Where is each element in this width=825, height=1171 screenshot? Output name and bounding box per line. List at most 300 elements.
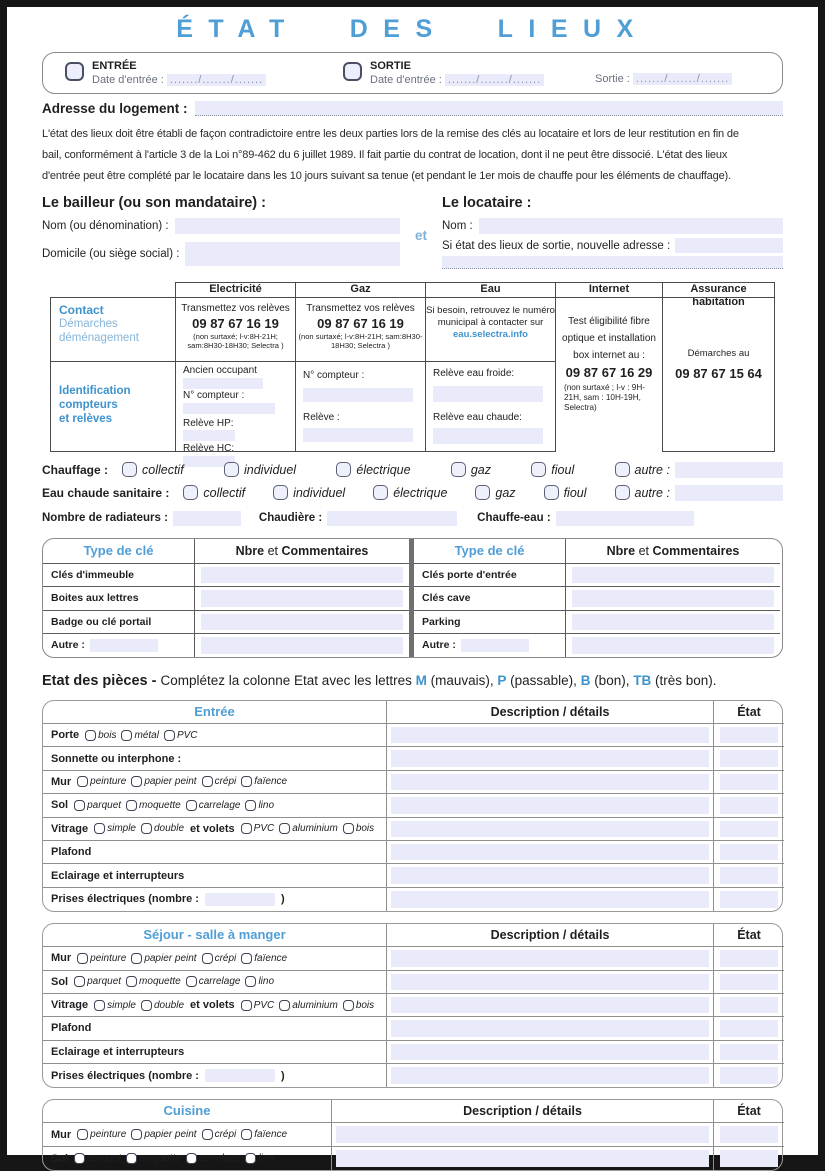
- checkbox-peinture[interactable]: [77, 953, 88, 964]
- contact-table: Electricité Gaz Eau Internet Assurance habitation Contact Démarches déménagement Transmettez vos relèves 09 87 67 16 19 (non surtaxé; l-v:8H-21H; sam:8H30-18H30; Selectra ) Transmettez vos relèves 09 87 67 16 19 (non surtaxé; l-v:8H-21H; sam:8H30-18H30; Selectra ) Si besoin, retrouvez le numéro municipal à contacter sur eau.selectra.info Test éligibilité fibre optique et installation box internet au : 09 87 67 16 29 (non surtaxé ; l-v : 9H-21H, sam : 10H-19H, Selectra) Démarches au 09 87 67 15 64 Identification compteurs et relèves Ancien occupant N° compteur : Relève HP: Relève HC: N° compteur : Relève : Relève eau froide: Relève eau chaude:: [50, 282, 775, 452]
- releve-hp-label: Relève HP:: [183, 417, 234, 429]
- checkbox-label: peinture: [90, 776, 127, 788]
- checkbox-bois[interactable]: [343, 823, 354, 834]
- checkbox-label: PVC: [253, 823, 275, 835]
- checkbox-parquet[interactable]: [74, 1153, 85, 1164]
- checkbox-simple[interactable]: [94, 823, 105, 834]
- ecs-autre-field[interactable]: [675, 485, 783, 501]
- row-label: Sol: [51, 799, 69, 812]
- checkbox-option: [186, 976, 241, 987]
- chauffe-eau-field[interactable]: [556, 511, 694, 526]
- checkbox-PVC[interactable]: [241, 823, 252, 834]
- row-label: Eclairage et interrupteurs: [51, 869, 185, 882]
- entree-date-label: Date d'entrée :: [92, 74, 164, 86]
- gaz-phone: 09 87 67 16 19: [317, 316, 404, 331]
- key-comment-field[interactable]: [572, 637, 774, 654]
- internet-hours: (non surtaxé ; l-v : 9H-21H, sam : 10H-19H, Selectra): [564, 383, 645, 412]
- checkbox-électrique[interactable]: [373, 485, 388, 500]
- row-label: Sol: [51, 975, 69, 988]
- chaudiere-label: Chaudière :: [258, 512, 323, 524]
- key-comment-field[interactable]: [572, 614, 774, 630]
- row-label: et volets: [190, 822, 235, 835]
- key-row-label: Autre :: [51, 639, 85, 652]
- checkbox-option: [343, 823, 374, 834]
- sortie-date-field[interactable]: ......./......./.......: [445, 74, 544, 86]
- keys-type-header: Type de clé: [414, 539, 566, 564]
- checkbox-moquette[interactable]: [126, 1153, 137, 1164]
- checkbox-label: crépi: [214, 776, 237, 788]
- checkbox-gaz[interactable]: [451, 462, 466, 477]
- checkbox-PVC[interactable]: [164, 730, 175, 741]
- checkbox-label: métal: [134, 729, 159, 741]
- etat-field[interactable]: [720, 774, 778, 790]
- entree-checkbox[interactable]: [65, 62, 84, 81]
- internet-info: Test éligibilité fibre optique et installation box internet au :: [562, 316, 656, 361]
- checkbox-label: lino: [258, 976, 275, 988]
- checkbox-crépi[interactable]: [202, 1129, 213, 1140]
- checkbox-autre[interactable]: [615, 485, 630, 500]
- checkbox-option: [131, 1129, 196, 1140]
- checkbox-label: faïence: [254, 952, 288, 964]
- checkbox-label: faïence: [254, 776, 288, 788]
- bailleur-domicile-field[interactable]: [185, 242, 400, 266]
- inline-number-field[interactable]: [205, 1069, 275, 1082]
- checkbox-label: papier peint: [144, 1129, 197, 1141]
- checkbox-label: double: [154, 823, 185, 835]
- releve-hc-label: Relève HC:: [183, 442, 235, 454]
- checkbox-double[interactable]: [141, 823, 152, 834]
- checkbox-label: papier peint: [144, 776, 197, 788]
- checkbox-fioul[interactable]: [544, 485, 559, 500]
- checkbox-papier peint[interactable]: [131, 776, 142, 787]
- checkbox-crépi[interactable]: [202, 776, 213, 787]
- table-row: [43, 818, 782, 841]
- chauffage-label: Chauffage :: [42, 462, 108, 477]
- checkbox-label: électrique: [393, 485, 448, 500]
- table-row: [43, 1041, 782, 1064]
- etat-field[interactable]: [720, 797, 778, 813]
- sortie-label: SORTIE: [370, 60, 411, 72]
- table-row: [43, 888, 782, 911]
- checkbox-label: gaz: [495, 485, 516, 500]
- checkbox-label: peinture: [90, 952, 127, 964]
- gaz-releve-label: Relève :: [303, 411, 340, 423]
- releve-hp-field[interactable]: [183, 430, 235, 441]
- table-row: [43, 724, 782, 747]
- sortie-checkbox[interactable]: [343, 62, 362, 81]
- gaz-transmit: Transmettez vos relèves: [306, 303, 415, 314]
- key-comment-field[interactable]: [572, 567, 774, 583]
- key-comment-field[interactable]: [201, 567, 403, 583]
- checkbox-faïence[interactable]: [241, 953, 252, 964]
- row-label: Sol: [51, 1152, 69, 1165]
- checkbox-label: lino: [258, 799, 275, 811]
- checkbox-collectif[interactable]: [122, 462, 137, 477]
- checkbox-label: simple: [107, 823, 136, 835]
- checkbox-option: [77, 953, 126, 964]
- checkbox-bois[interactable]: [85, 730, 96, 741]
- checkbox-option: [141, 823, 184, 834]
- eau-chaude-field[interactable]: [433, 428, 543, 444]
- gaz-compteur-label: N° compteur :: [303, 370, 365, 381]
- row-label: Sonnette ou interphone :: [51, 752, 182, 765]
- checkbox-lino[interactable]: [245, 976, 256, 987]
- checkbox-option: [121, 730, 158, 741]
- table-row: [43, 947, 782, 970]
- equipment-row: [42, 509, 783, 527]
- row-label: et volets: [190, 999, 235, 1012]
- bailleur-title: Le bailleur (ou son mandataire) :: [42, 195, 266, 211]
- checkbox-option: [186, 1153, 241, 1164]
- key-autre-field[interactable]: [90, 639, 158, 652]
- table-row: [43, 971, 782, 994]
- nouvelle-adresse-field[interactable]: [675, 238, 783, 253]
- table-row: [43, 1147, 782, 1170]
- elec-phone: 09 87 67 16 19: [192, 316, 279, 331]
- chaudiere-field[interactable]: [327, 511, 457, 526]
- checkbox-électrique[interactable]: [336, 462, 351, 477]
- row-label: Mur: [51, 1128, 72, 1141]
- checkbox-label: parquet: [87, 799, 122, 811]
- autre-label: autre :: [634, 485, 670, 500]
- checkbox-option: [164, 730, 198, 741]
- key-autre-field[interactable]: [461, 639, 529, 652]
- checkbox-option: [279, 1000, 338, 1011]
- etat-field[interactable]: [720, 821, 778, 837]
- description-header: Description / détails: [386, 924, 713, 947]
- checkbox-label: moquette: [139, 799, 181, 811]
- chauffage-row: [42, 458, 783, 481]
- etat-header: État: [713, 1100, 784, 1123]
- radiateurs-field[interactable]: [173, 511, 241, 526]
- etat-field[interactable]: [720, 974, 778, 990]
- etat-field[interactable]: [720, 1044, 778, 1060]
- col-header-electricite: Electricité: [175, 282, 295, 297]
- row-label: Porte: [51, 729, 80, 742]
- checkbox-option: [74, 800, 121, 811]
- room-table-title: Séjour - salle à manger: [43, 924, 386, 947]
- checkbox-option: [131, 776, 196, 787]
- checkbox-autre[interactable]: [615, 462, 630, 477]
- eau-froide-label: Relève eau froide:: [433, 368, 515, 379]
- description-field[interactable]: [391, 867, 709, 883]
- etat-field[interactable]: [720, 891, 778, 908]
- checkbox-label: peinture: [90, 1129, 127, 1141]
- checkbox-peinture[interactable]: [77, 1129, 88, 1140]
- checkbox-label: moquette: [139, 976, 181, 988]
- key-comment-field[interactable]: [201, 590, 403, 606]
- checkbox-option: [126, 1153, 181, 1164]
- elec-compteur-field[interactable]: [183, 403, 275, 414]
- conjunction-et: et: [414, 228, 427, 243]
- entree-date-field[interactable]: ......./......./.......: [167, 74, 266, 86]
- keys-nbre-header: Nbre et Commentaires: [195, 539, 409, 564]
- checkbox-option: [77, 776, 126, 787]
- etat-field[interactable]: [720, 1150, 778, 1167]
- sortie-field-label: Sortie :: [595, 73, 630, 85]
- description-field[interactable]: [391, 774, 709, 790]
- checkbox-option: [245, 1153, 274, 1164]
- checkbox-gaz[interactable]: [475, 485, 490, 500]
- eau-chaude-row: [42, 481, 783, 504]
- sortie-field[interactable]: ......./......./.......: [633, 73, 732, 85]
- room-table-entree: [42, 700, 783, 912]
- checkbox-label: fioul: [551, 462, 575, 477]
- checkbox-option: [273, 485, 345, 500]
- checkbox-fioul[interactable]: [531, 462, 546, 477]
- key-row-label: Clés porte d'entrée: [414, 564, 566, 587]
- checkbox-label: individuel: [293, 485, 346, 500]
- checkbox-faïence[interactable]: [241, 776, 252, 787]
- row-label: Plafond: [51, 1022, 92, 1035]
- checkbox-label: faïence: [254, 1129, 288, 1141]
- gaz-compteur-field[interactable]: [303, 388, 413, 402]
- checkbox-option: [94, 823, 136, 834]
- checkbox-papier peint[interactable]: [131, 1129, 142, 1140]
- key-row-label: Clés cave: [414, 587, 566, 610]
- checkbox-option: [94, 1000, 136, 1011]
- table-row: [43, 1123, 782, 1146]
- demarches-label: Démarches déménagement: [59, 318, 139, 344]
- room-table-cuisine: [42, 1099, 783, 1171]
- row-label: Prises électriques (nombre :: [51, 893, 199, 906]
- checkbox-option: [122, 462, 184, 477]
- checkbox-moquette[interactable]: [126, 976, 137, 987]
- assurance-phone: 09 87 67 15 64: [675, 366, 762, 381]
- contact-row-label: Contact: [59, 303, 104, 317]
- description-field[interactable]: [391, 1044, 709, 1060]
- checkbox-option: [475, 485, 515, 500]
- checkbox-label: électrique: [356, 462, 411, 477]
- keys-table: [42, 538, 783, 658]
- checkbox-peinture[interactable]: [77, 776, 88, 787]
- checkbox-option: [241, 776, 287, 787]
- room-table-title: Entrée: [43, 701, 386, 724]
- keys-nbre-header: Nbre et Commentaires: [566, 539, 780, 564]
- identification-label: Identification: [59, 385, 131, 397]
- checkbox-faïence[interactable]: [241, 1129, 252, 1140]
- ancien-occupant-field[interactable]: [183, 378, 263, 389]
- table-row: [43, 864, 782, 887]
- room-table-title: Cuisine: [43, 1100, 331, 1123]
- description-header: Description / détails: [331, 1100, 713, 1123]
- checkbox-option: [241, 953, 287, 964]
- checkbox-label: bois: [98, 729, 117, 741]
- checkbox-lino[interactable]: [245, 800, 256, 811]
- checkbox-label: simple: [107, 999, 136, 1011]
- checkbox-option: [186, 800, 241, 811]
- checkbox-label: PVC: [253, 999, 275, 1011]
- gaz-releve-field[interactable]: [303, 428, 413, 442]
- address-label: Adresse du logement :: [42, 101, 188, 116]
- etat-field[interactable]: [720, 997, 778, 1013]
- eau-link[interactable]: eau.selectra.info: [453, 329, 528, 340]
- checkbox-aluminium[interactable]: [279, 1000, 290, 1011]
- address-field[interactable]: [195, 101, 783, 116]
- ancien-occupant-label: Ancien occupant: [183, 365, 257, 376]
- checkbox-collectif[interactable]: [183, 485, 198, 500]
- checkbox-option: [126, 800, 181, 811]
- inline-number-field[interactable]: [205, 893, 275, 906]
- description-field[interactable]: [391, 821, 709, 837]
- checkbox-métal[interactable]: [121, 730, 132, 741]
- eau-froide-field[interactable]: [433, 386, 543, 402]
- checkbox-option: [202, 1129, 237, 1140]
- checkbox-papier peint[interactable]: [131, 953, 142, 964]
- etat-field[interactable]: [720, 844, 778, 860]
- key-comment-field[interactable]: [201, 614, 403, 630]
- table-row: [43, 794, 782, 817]
- key-comment-field[interactable]: [572, 590, 774, 606]
- locataire-nom-field[interactable]: [479, 218, 783, 234]
- col-header-gaz: Gaz: [295, 282, 425, 297]
- description-field[interactable]: [336, 1150, 709, 1167]
- row-label-suffix: ): [280, 893, 285, 906]
- checkbox-label: collectif: [142, 462, 184, 477]
- row-label: Prises électriques (nombre :: [51, 1069, 199, 1082]
- locataire-title: Le locataire :: [442, 195, 532, 211]
- table-row: [43, 1064, 782, 1087]
- ecs-autre-option: [615, 485, 783, 501]
- checkbox-option: [183, 485, 245, 500]
- key-row-label: Parking: [414, 611, 566, 634]
- checkbox-option: [202, 953, 237, 964]
- elec-transmit: Transmettez vos relèves: [181, 303, 290, 314]
- eau-chaude-label: Relève eau chaude:: [433, 411, 522, 423]
- entree-label: ENTRÉE: [92, 60, 137, 72]
- checkbox-option: [531, 462, 574, 477]
- checkbox-PVC[interactable]: [241, 1000, 252, 1011]
- description-field[interactable]: [391, 1020, 709, 1036]
- description-field[interactable]: [391, 797, 709, 813]
- row-label: Mur: [51, 952, 72, 965]
- bailleur-domicile-label: Domicile (ou siège social) :: [42, 248, 180, 260]
- checkbox-simple[interactable]: [94, 1000, 105, 1011]
- checkbox-label: collectif: [203, 485, 246, 500]
- checkbox-option: [77, 1129, 126, 1140]
- etat-field[interactable]: [720, 727, 778, 743]
- checkbox-option: [451, 462, 491, 477]
- checkbox-option: [245, 800, 274, 811]
- gaz-hours: (non surtaxé; l-v:8H-21H; sam:8H30-18H30; Selectra ): [298, 332, 423, 350]
- description-field[interactable]: [391, 974, 709, 990]
- description-field[interactable]: [391, 727, 709, 743]
- etat-header: État: [713, 924, 784, 947]
- checkbox-option: [202, 776, 237, 787]
- checkbox-individuel[interactable]: [273, 485, 288, 500]
- sortie-date-label: Date d'entrée :: [370, 74, 442, 86]
- intro-paragraph: L'état des lieux doit être établi de façon contradictoire entre les deux parties lors de la remise des clés au locataire et lors de leur restitution en fin de bail, conformément à l'article 3 de la Loi n°89-462 du 6 juillet 1989. Il fait partie du contrat de location, dont il ne peut être dissocié. L'état des lieux d'entrée peut être complété par le locataire dans les 10 jours suivant sa tenue (et pendant le 1er mois de chauffe pour les éléments de chauffage).: [42, 128, 739, 182]
- etat-field[interactable]: [720, 867, 778, 883]
- description-field[interactable]: [391, 1067, 709, 1084]
- checkbox-carrelage[interactable]: [186, 1153, 197, 1164]
- entry-exit-box: [42, 52, 783, 94]
- keys-type-header: Type de clé: [43, 539, 195, 564]
- checkbox-carrelage[interactable]: [186, 800, 197, 811]
- table-row: [43, 771, 782, 794]
- key-row-label: Boites aux lettres: [43, 587, 195, 610]
- checkbox-option: [373, 485, 447, 500]
- checkbox-lino[interactable]: [245, 1153, 256, 1164]
- nouvelle-adresse-label: Si état des lieux de sortie, nouvelle adresse :: [442, 239, 671, 252]
- row-label: Plafond: [51, 846, 92, 859]
- nouvelle-adresse-line[interactable]: [442, 256, 783, 269]
- locataire-nom-label: Nom :: [442, 220, 473, 232]
- checkbox-individuel[interactable]: [224, 462, 239, 477]
- checkbox-label: carrelage: [198, 799, 241, 811]
- page-title: ÉTAT DES LIEUX: [176, 15, 649, 43]
- checkbox-option: [241, 1129, 287, 1140]
- row-label: Vitrage: [51, 822, 89, 835]
- etat-field[interactable]: [720, 1067, 778, 1084]
- key-row-label: Clés d'immeuble: [43, 564, 195, 587]
- table-row: [43, 994, 782, 1017]
- checkbox-bois[interactable]: [343, 1000, 354, 1011]
- checkbox-parquet[interactable]: [74, 800, 85, 811]
- description-field[interactable]: [391, 750, 709, 766]
- checkbox-label: double: [154, 999, 185, 1011]
- elec-hours: (non surtaxé; l-v:8H-21H; sam:8H30-18H30; Selectra ): [187, 332, 284, 350]
- checkbox-option: [141, 1000, 184, 1011]
- table-row: [43, 747, 782, 770]
- description-field[interactable]: [391, 997, 709, 1013]
- table-row: [43, 841, 782, 864]
- etat-field[interactable]: [720, 1126, 778, 1142]
- checkbox-label: papier peint: [144, 952, 197, 964]
- description-field[interactable]: [391, 950, 709, 966]
- checkbox-double[interactable]: [141, 1000, 152, 1011]
- description-field[interactable]: [391, 891, 709, 908]
- checkbox-label: gaz: [470, 462, 492, 477]
- checkbox-option: [131, 953, 196, 964]
- checkbox-label: moquette: [139, 1153, 181, 1165]
- row-label: Vitrage: [51, 999, 89, 1012]
- etat-field[interactable]: [720, 1020, 778, 1036]
- checkbox-carrelage[interactable]: [186, 976, 197, 987]
- chauffe-eau-label: Chauffe-eau :: [477, 512, 551, 524]
- checkbox-aluminium[interactable]: [279, 823, 290, 834]
- sortie-group: [343, 59, 544, 88]
- checkbox-crépi[interactable]: [202, 953, 213, 964]
- checkbox-option: [126, 976, 181, 987]
- checkbox-label: individuel: [243, 462, 297, 477]
- etat-header: État: [713, 701, 784, 724]
- checkbox-label: carrelage: [198, 976, 241, 988]
- room-table-sejour: [42, 923, 783, 1088]
- etat-field[interactable]: [720, 750, 778, 766]
- col-header-assurance: Assurance habitation: [662, 282, 775, 297]
- checkbox-parquet[interactable]: [74, 976, 85, 987]
- bailleur-nom-field[interactable]: [175, 218, 400, 234]
- description-field[interactable]: [391, 844, 709, 860]
- table-row: [43, 1017, 782, 1040]
- form-page: [7, 7, 818, 1165]
- key-comment-field[interactable]: [201, 637, 403, 654]
- checkbox-label: fioul: [563, 485, 587, 500]
- checkbox-option: [279, 823, 338, 834]
- checkbox-label: PVC: [176, 729, 198, 741]
- etat-field[interactable]: [720, 950, 778, 966]
- row-label: Eclairage et interrupteurs: [51, 1045, 185, 1058]
- parties-section: [42, 192, 783, 274]
- description-field[interactable]: [336, 1126, 709, 1142]
- entree-group: [65, 59, 266, 88]
- checkbox-label: crépi: [214, 952, 237, 964]
- col-header-eau: Eau: [425, 282, 555, 297]
- checkbox-option: [241, 823, 275, 834]
- checkbox-moquette[interactable]: [126, 800, 137, 811]
- chauffage-autre-field[interactable]: [675, 462, 783, 478]
